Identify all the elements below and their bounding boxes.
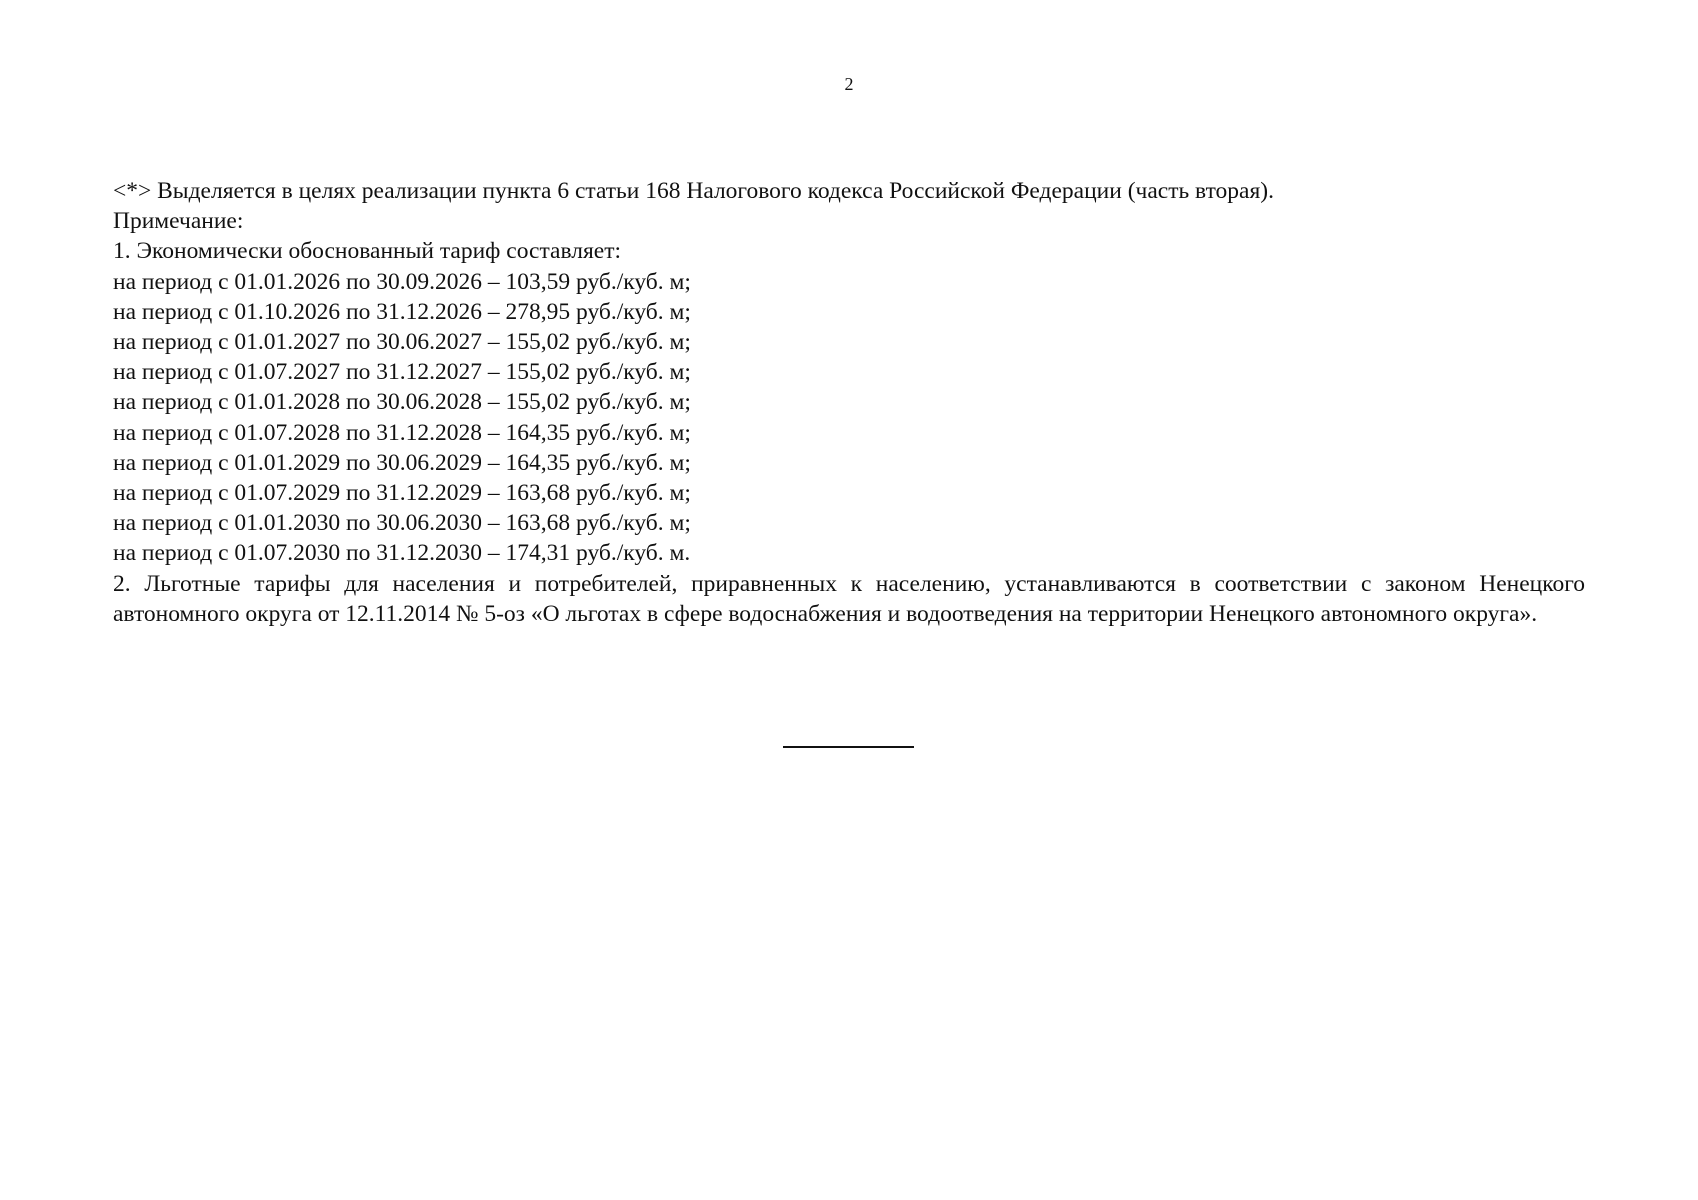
tariff-line: на период с 01.01.2026 по 30.09.2026 – 103,59 руб./куб. м;	[113, 268, 691, 295]
footnote: <*> Выделяется в целях реализации пункта 6 статьи 168 Налогового кодекса Российской Федерации (часть вторая).	[113, 178, 1274, 204]
end-divider	[783, 746, 914, 748]
tariff-line: на период с 01.07.2028 по 31.12.2028 – 164,35 руб./куб. м;	[113, 419, 691, 446]
tariff-line: на период с 01.01.2029 по 30.06.2029 – 164,35 руб./куб. м;	[113, 449, 691, 476]
note-item-1-intro: 1. Экономически обоснованный тариф составляет:	[113, 238, 622, 265]
tariff-line: на период с 01.01.2030 по 30.06.2030 – 163,68 руб./куб. м;	[113, 510, 691, 537]
note-item-2: 2. Льготные тарифы для населения и потребителей, приравненных к населению, устанавливаются в соответствии с законом Ненецкого автономного округа от 12.11.2014 № 5-оз «О льготах в сфере водоснабжения и водоотведения на территории Ненецкого автономного округа».	[113, 570, 1585, 627]
tariff-line: на период с 01.10.2026 по 31.12.2026 – 278,95 руб./куб. м;	[113, 298, 691, 325]
tariff-line: на период с 01.07.2029 по 31.12.2029 – 163,68 руб./куб. м;	[113, 480, 691, 507]
document-body	[113, 176, 1585, 629]
tariff-line: на период с 01.01.2027 по 30.06.2027 – 155,02 руб./куб. м;	[113, 329, 691, 356]
tariff-line: на период с 01.07.2030 по 31.12.2030 – 174,31 руб./куб. м.	[113, 540, 691, 567]
tariff-line: на период с 01.07.2027 по 31.12.2027 – 155,02 руб./куб. м;	[113, 359, 691, 386]
page-number: 2	[844, 74, 854, 94]
note-heading: Примечание:	[113, 208, 244, 235]
tariff-line: на период с 01.01.2028 по 30.06.2028 – 155,02 руб./куб. м;	[113, 389, 691, 416]
